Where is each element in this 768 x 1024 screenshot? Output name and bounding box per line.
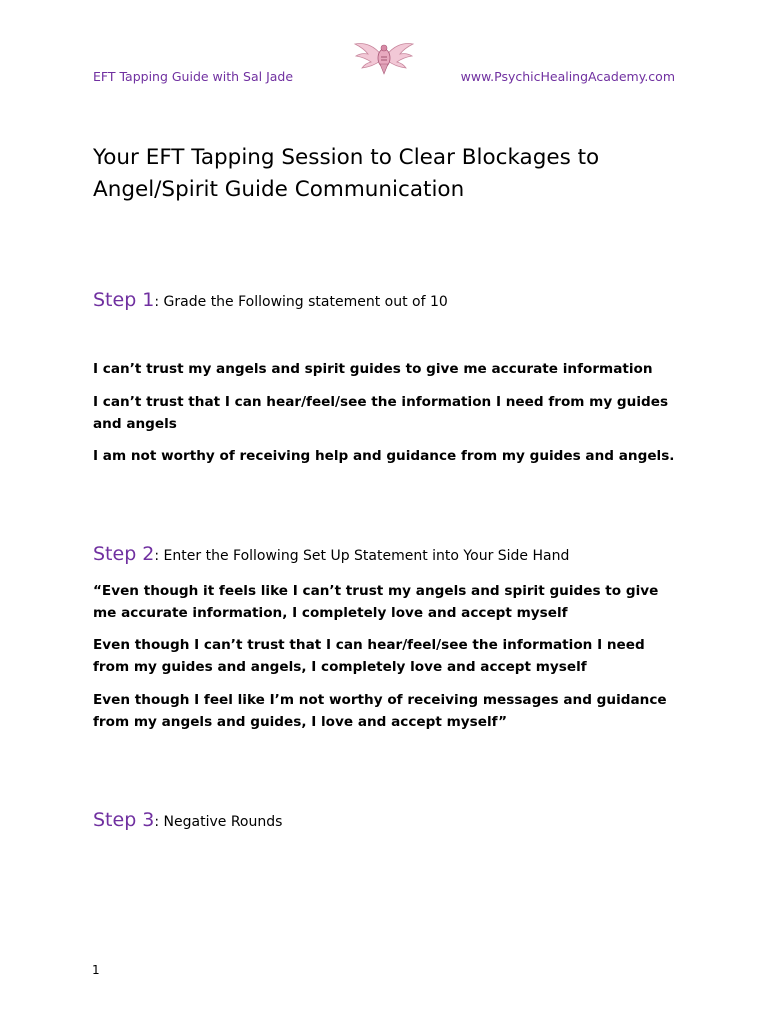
step-1-label: Step 1 <box>93 289 155 311</box>
page-number: 1 <box>92 963 100 977</box>
header-website-link[interactable]: www.PsychicHealingAcademy.com <box>460 69 675 84</box>
step-1-statement-1: I can’t trust my angels and spirit guides to give me accurate information <box>93 361 653 377</box>
step-1-statement-3: I am not worthy of receiving help and guidance from my guides and angels. <box>93 448 675 464</box>
header-guide-title: EFT Tapping Guide with Sal Jade <box>93 69 294 84</box>
step-2-statement-1: “Even though it feels like I can’t trust my angels and spirit guides to give me accurate information, I completely love and accept myself <box>93 583 659 621</box>
step-1-heading <box>93 289 448 311</box>
step-2-label: Step 2 <box>93 543 155 565</box>
page-title <box>93 142 693 206</box>
title-line-2: Angel/Spirit Guide Communication <box>93 177 465 202</box>
step-2-text: : Enter the Following Set Up Statement into Your Side Hand <box>154 548 570 564</box>
step-1-text: : Grade the Following statement out of 10 <box>154 294 448 310</box>
step-2-heading <box>93 543 569 565</box>
step-1-statement-2: I can’t trust that I can hear/feel/see the information I need from my guides and angels <box>93 394 669 432</box>
winged-emblem-icon <box>351 36 417 78</box>
step-3-text: : Negative Rounds <box>154 814 283 830</box>
step-2-statement-2: Even though I can’t trust that I can hear/feel/see the information I need from my guides and angels, I completely love and accept myself <box>93 637 645 675</box>
title-line-1: Your EFT Tapping Session to Clear Blockages to <box>93 145 600 170</box>
step-3-heading <box>93 809 282 831</box>
step-2-statement-3: Even though I feel like I’m not worthy of receiving messages and guidance from my angels and guides, I love and accept myself” <box>93 692 667 730</box>
step-3-label: Step 3 <box>93 809 155 831</box>
